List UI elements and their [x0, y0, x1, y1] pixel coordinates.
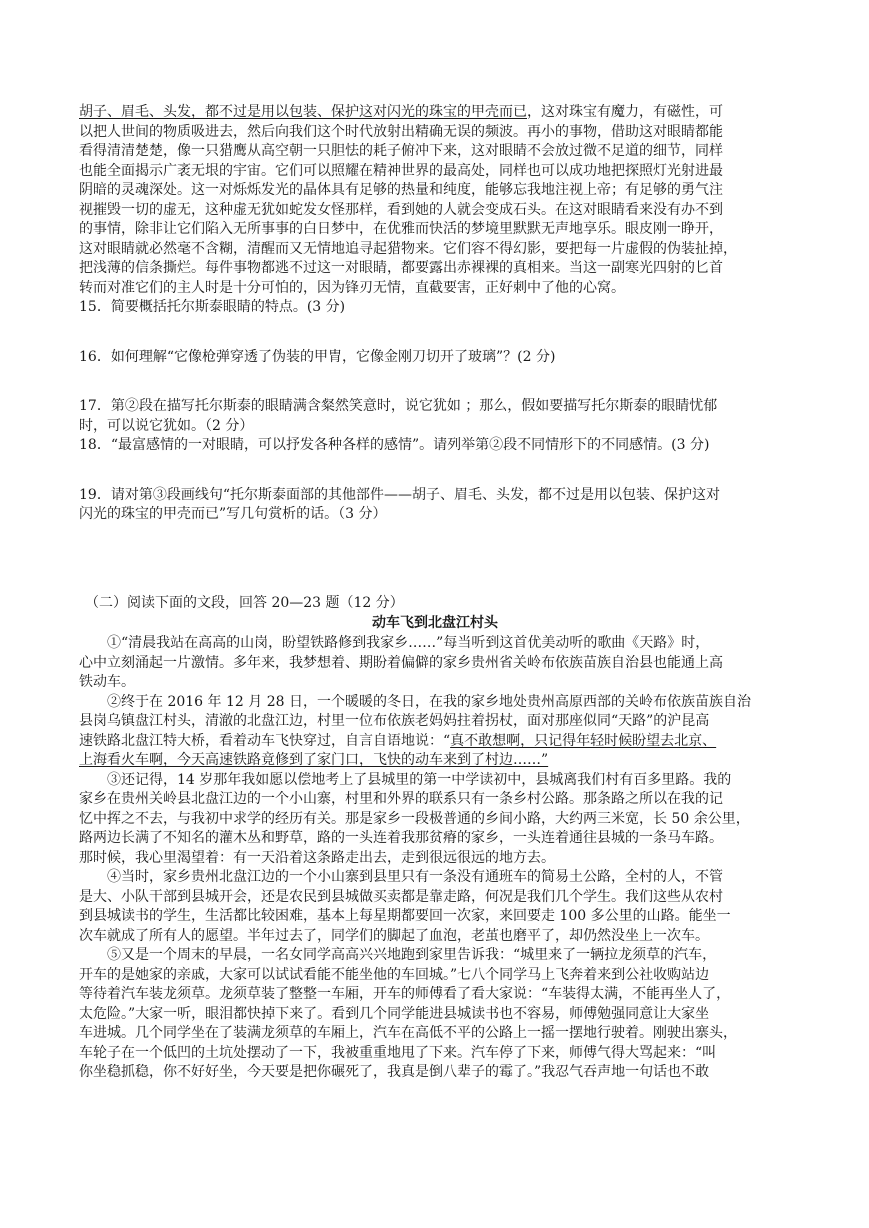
article-line: 你坐稳抓稳，你不好好坐，今天要是把你碾死了，我真是倒八辈子的霉了。”我忍气吞声地一句话也不敢: [79, 1064, 710, 1080]
article-line: 心中立刻涌起一片激情。多年来，我梦想着、期盼着偏僻的家乡贵州省关岭布依族苗族自治县也能通上高: [79, 654, 723, 671]
passage-line: 这对眼睛就必然毫不含糊，清醒而又无情地追寻起猎物来。它们容不得幻影，要把每一片虚假的伪装扯掉，: [79, 240, 737, 257]
article-line: ⑤又是一个周末的早晨，一名女同学高高兴兴地跑到家里告诉我：“城里来了一辆拉龙须草的汽车，: [107, 947, 717, 963]
question-19: 19．请对第③段画线句“托尔斯泰面部的其他部件——胡子、眉毛、头发，都不过是用以包装、保护这对: [79, 486, 720, 503]
article-line: ①“清晨我站在高高的山岗，盼望铁路修到我家乡……”每当听到这首优美动听的歌曲《天路》时，: [107, 635, 710, 651]
document-page: [79, 103, 791, 1083]
passage-line: 也能全面揭示广袤无垠的宇宙。它们可以照耀在精神世界的最高处，同样也可以成功地把探照灯光射进最: [79, 162, 723, 179]
question-19-cont: 闪光的珠宝的甲壳而已”写几句赏析的话。（3 分）: [79, 506, 387, 522]
answer-space: [79, 456, 791, 486]
passage-line: 转而对准它们的主人时是十分可怕的，因为锋刃无情，直截要害，正好刺中了他的心窝。: [79, 279, 625, 296]
article-line: 到县城读书的学生，生活都比较困难，基本上每星期都要回一次家，来回要走 100 多公里的山路。能坐一: [79, 908, 731, 924]
question-17: 17．第②段在描写托尔斯泰的眼睛满含粲然笑意时，说它犹如 ；那么，假如要描写托尔斯泰的眼睛忧郁: [79, 398, 718, 414]
article-line: 次车就成了所有人的愿望。半年过去了，同学们的脚起了血泡，老茧也磨平了，却仍然没坐上一次车。: [79, 927, 709, 944]
article-line: 那时候，我心里渴望着：有一天沿着这条路走出去，走到很远很远的地方去。: [79, 849, 555, 866]
passage-line: 把浅薄的信条撕烂。每件事物都逃不过这一对眼睛，都要露出赤裸裸的真相来。当这一副寒光四射的匕首: [79, 260, 723, 276]
passage-paragraph-3: [79, 103, 791, 298]
article-line: 开车的是她家的亲戚，大家可以试试看能不能坐他的车回城。”七八个同学马上飞奔着来到公社收购站边: [79, 966, 710, 983]
question-17-cont: 时，可以说它犹如。（2 分）: [79, 417, 254, 434]
article-body: [79, 634, 791, 1083]
answer-space: [79, 525, 791, 594]
article-line: ④当时，家乡贵州北盘江边的一个小山寨到县里只有一条没有通班车的简易土公路，全村的人，不管: [107, 869, 723, 885]
article-line: 家乡在贵州关岭县北盘江边的一个小山寨，村里和外界的联系只有一条乡村公路。那条路之所以在我的记: [79, 791, 723, 807]
article-line: 车进城。几个同学坐在了装满龙须草的车厢上，汽车在高低不平的公路上一摇一摆地行驶着。刚驶出寨头，: [79, 1025, 737, 1041]
article-line: 车轮子在一个低凹的土坑处摆动了一下，我被重重地甩了下来。汽车停了下来，师傅气得大骂起来：“叫: [79, 1044, 717, 1061]
section-heading: （二）阅读下面的文段，回答 20—23 题（12 分）: [85, 594, 404, 611]
underlined-sentence: 真不敢想啊，只记得年轻时候盼望去北京、: [450, 732, 717, 749]
answer-space: [79, 318, 791, 348]
question-15: 15．简要概括托尔斯泰眼睛的特点。(3 分): [79, 299, 346, 315]
question-18: 18．“最富感情的一对眼睛，可以抒发各种各样的感情”。请列举第②段不同情形下的不同感情。(3 分): [79, 437, 710, 453]
article-line: ②终于在 2016 年 12 月 28 日，一个暖暖的冬日，在我的家乡地处贵州高原西部的关岭布依族苗族自治: [107, 693, 751, 710]
underlined-sentence: 上海看火车啊，今天高速铁路竟修到了家门口，飞快的动车来到了村边……”: [79, 752, 549, 768]
passage-line: 阴暗的灵魂深处。这一对烁烁发光的晶体具有足够的热量和纯度，能够忘我地注视上帝；有足够的勇气注: [79, 182, 723, 198]
passage-line: 的事情，除非让它们陷入无所事事的白日梦中，在优雅而快活的梦境里默默无声地享乐。眼皮刚一睁开，: [79, 221, 723, 237]
passage-line: 看得清清楚楚，像一只猎鹰从高空朝一只胆怯的耗子俯冲下来，这对眼睛不会放过微不足道的细节，同样: [79, 143, 723, 159]
underlined-sentence: 胡子、眉毛、头发，都不过是用以包装、保护这对闪光的珠宝的甲壳而已: [79, 104, 527, 120]
question-16: 16．如何理解“它像枪弹穿透了伪装的甲胄，它像金刚刀切开了玻璃”？(2 分): [79, 348, 556, 365]
article-line: 县岗乌镇盘江村头，清澈的北盘江边，村里一位布依族老妈妈拄着拐杖，面对那座似同“天路”的沪昆高: [79, 713, 710, 729]
passage-line: 视摧毁一切的虚无，这种虚无犹如蛇发女怪那样，看到她的人就会变成石头。在这对眼睛看来没有办不到: [79, 201, 723, 218]
article-line: 铁动车。: [79, 674, 135, 690]
article-line: 是大、小队干部到县城开会，还是农民到县城做买卖都是靠走路，何况是我们几个学生。我们这些从农村: [79, 888, 723, 905]
passage-line: 胡子、眉毛、头发，都不过是用以包装、保护这对闪光的珠宝的甲壳而已，这对珠宝有魔力，有磁性，可: [79, 104, 723, 120]
article-line: [79, 751, 791, 771]
article-line: 路两边长满了不知名的灌木丛和野草，路的一头连着我那贫瘠的家乡，一头连着通往县城的一条马车路。: [79, 830, 723, 846]
article-title: 动车飞到北盘江村头: [372, 615, 498, 631]
answer-space: [79, 367, 791, 397]
article-line: 等待着汽车装龙须草。龙须草装了整整一车厢，开车的师傅看了看大家说：“车装得太满，不能再坐人了，: [79, 986, 731, 1002]
article-line: 太危险。”大家一听，眼泪都快掉下来了。看到几个同学能进县城读书也不容易，师傅勉强同意让大家坐: [79, 1005, 710, 1022]
article-line: ③还记得，14 岁那年我如愿以偿地考上了县城里的第一中学读初中，县城离我们村有百多里路。我的: [107, 771, 732, 788]
article-line: 忆中挥之不去，与我初中求学的经历有关。那是家乡一段极普通的乡间小路，大约两三米宽，长 50 余公里，: [79, 810, 750, 827]
article-line: 速铁路北盘江特大桥，看着动车飞快穿过，自言自语地说：“真不敢想啊，只记得年轻时候盼望去北京、: [79, 732, 717, 749]
passage-line: 以把人世间的物质吸进去，然后向我们这个时代放射出精确无误的频波。再小的事物，借助这对眼睛都能: [79, 123, 723, 140]
